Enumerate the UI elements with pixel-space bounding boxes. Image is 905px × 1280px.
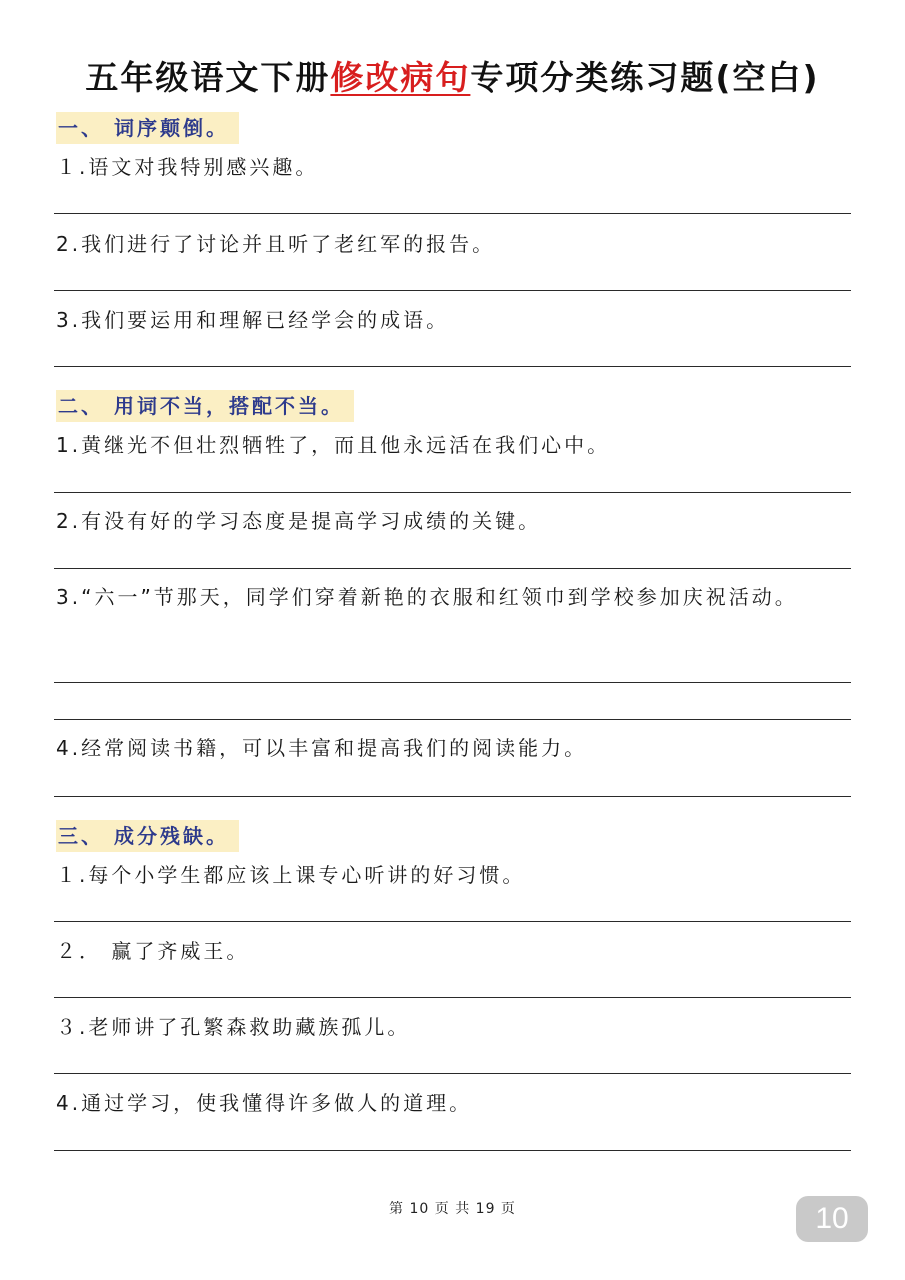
- answer-line: [54, 1150, 851, 1151]
- question-2-3: 3.“六一”节那天，同学们穿着新艳的衣服和红领巾到学校参加庆祝活动。: [56, 585, 798, 609]
- answer-line: [54, 213, 851, 214]
- page-footer: 第 10 页 共 19 页: [389, 1201, 516, 1217]
- title-suffix: 专项分类练习题(空白): [470, 58, 820, 97]
- answer-line: [54, 492, 851, 493]
- section-heading-wrong-usage: 二、 用词不当，搭配不当。: [56, 390, 354, 422]
- answer-line: [54, 290, 851, 291]
- answer-line: [54, 796, 851, 797]
- page-number-badge: 10: [796, 1196, 868, 1242]
- question-3-3: ３.老师讲了孔繁森救助藏族孤儿。: [56, 1015, 411, 1039]
- answer-line: [54, 366, 851, 367]
- question-3-1: １.每个小学生都应该上课专心听讲的好习惯。: [56, 863, 526, 887]
- section-heading-missing-parts: 三、 成分残缺。: [56, 820, 239, 852]
- answer-line: [54, 997, 851, 998]
- question-3-4: 4.通过学习，使我懂得许多做人的道理。: [56, 1091, 473, 1115]
- question-2-2: 2.有没有好的学习态度是提高学习成绩的关键。: [56, 509, 542, 533]
- question-2-4: 4.经常阅读书籍，可以丰富和提高我们的阅读能力。: [56, 736, 588, 760]
- question-1-3: 3.我们要运用和理解已经学会的成语。: [56, 308, 450, 332]
- answer-line: [54, 921, 851, 922]
- title-prefix: 五年级语文下册: [85, 58, 331, 97]
- section-heading-word-order: 一、 词序颠倒。: [56, 112, 239, 144]
- answer-line: [54, 1073, 851, 1074]
- answer-line: [54, 719, 851, 720]
- question-1-1: １.语文对我特别感兴趣。: [56, 155, 319, 179]
- title-highlight: 修改病句: [330, 58, 471, 97]
- answer-line: [54, 682, 851, 683]
- page-title: [0, 52, 905, 99]
- question-3-2: ２． 赢了齐威王。: [56, 939, 250, 963]
- question-1-2: 2.我们进行了讨论并且听了老红军的报告。: [56, 232, 496, 256]
- answer-line: [54, 568, 851, 569]
- question-2-1: 1.黄继光不但壮烈牺牲了，而且他永远活在我们心中。: [56, 433, 611, 457]
